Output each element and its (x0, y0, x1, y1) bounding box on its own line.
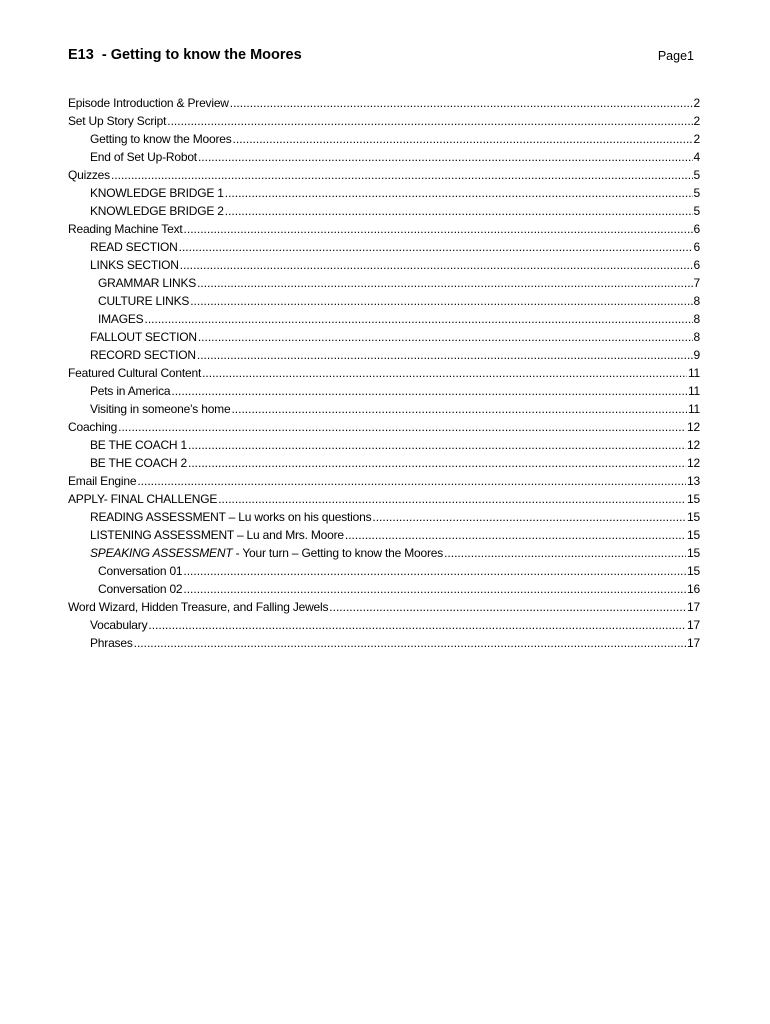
toc-page-number: 12 (687, 420, 700, 434)
toc-entry-title-text: Visiting in someone’s home (90, 402, 231, 416)
toc-entry-title (68, 364, 201, 382)
toc-dot-leader (190, 292, 692, 310)
toc-entry-title (90, 184, 224, 202)
toc-entry[interactable] (68, 418, 700, 436)
page-header (68, 47, 694, 67)
toc-entry-title (90, 508, 371, 526)
toc-dot-leader (188, 454, 686, 472)
toc-page-number: 8 (693, 330, 700, 344)
toc-entry-title-text: RECORD SECTION (90, 348, 196, 362)
toc-dot-leader (225, 202, 693, 220)
toc-entry-title (68, 94, 229, 112)
toc-page-number: 15 (687, 564, 700, 578)
toc-dot-leader (233, 130, 693, 148)
toc-dot-leader (144, 310, 692, 328)
toc-page-number: 15 (687, 492, 700, 506)
toc-entry[interactable] (68, 490, 700, 508)
toc-entry[interactable] (68, 274, 700, 292)
toc-entry-title-text: Conversation 01 (98, 564, 183, 578)
toc-entry-title-text: LISTENING ASSESSMENT – Lu and Mrs. Moore (90, 528, 344, 542)
toc-entry[interactable] (68, 310, 700, 328)
toc-page-number: 8 (693, 294, 700, 308)
toc-dot-leader (198, 328, 693, 346)
toc-entry-title-text: Pets in America (90, 384, 171, 398)
toc-entry-title (90, 202, 224, 220)
toc-entry-title (68, 490, 217, 508)
toc-page-number: 5 (693, 204, 700, 218)
toc-entry-title (90, 436, 187, 454)
toc-entry-title (90, 238, 178, 256)
toc-entry[interactable] (68, 256, 700, 274)
toc-page-number: 6 (693, 222, 700, 236)
toc-entry-title-text: APPLY- FINAL CHALLENGE (68, 492, 218, 506)
toc-dot-leader (111, 166, 693, 184)
toc-entry-title-text: FALLOUT SECTION (90, 330, 197, 344)
toc-entry-title-text: KNOWLEDGE BRIDGE 1 (90, 186, 224, 200)
toc-entry-title (90, 148, 197, 166)
toc-page-number: 17 (687, 636, 700, 650)
toc-entry[interactable] (68, 598, 700, 616)
toc-dot-leader (180, 256, 693, 274)
toc-entry[interactable] (68, 526, 700, 544)
toc-entry-title-text: Email Engine (68, 474, 137, 488)
toc-entry-title-text: BE THE COACH 1 (90, 438, 188, 452)
toc-dot-leader (148, 616, 686, 634)
toc-dot-leader (197, 274, 692, 292)
document-title: E13 - Getting to know the Moores (68, 47, 302, 63)
toc-page-number: 7 (693, 276, 700, 290)
toc-dot-leader (329, 598, 686, 616)
toc-page-number: 4 (693, 150, 700, 164)
toc-entry-title (90, 400, 230, 418)
toc-entry-title-text: Quizzes (68, 168, 110, 182)
toc-page-number: 13 (687, 474, 700, 488)
toc-dot-leader (171, 382, 687, 400)
toc-page-number: 6 (693, 240, 700, 254)
toc-entry-title-text: End of Set Up-Robot (90, 150, 197, 164)
toc-entry-title-text: READING ASSESSMENT – Lu works on his questions (90, 510, 372, 524)
toc-dot-leader (179, 238, 693, 256)
toc-entry[interactable] (68, 508, 700, 526)
toc-page-number: 15 (687, 528, 700, 542)
toc-entry-title-text: Vocabulary (90, 618, 148, 632)
toc-entry[interactable] (68, 616, 700, 634)
toc-page-number: 5 (693, 186, 700, 200)
page-number-label: Page1 (657, 49, 694, 63)
toc-dot-leader (184, 220, 693, 238)
toc-entry[interactable] (68, 544, 700, 562)
table-of-contents (68, 94, 700, 652)
toc-entry-title (68, 220, 183, 238)
toc-page-number: 5 (693, 168, 700, 182)
toc-entry-title-text: Set Up Story Script (68, 114, 167, 128)
toc-entry-title (90, 346, 196, 364)
toc-dot-leader (230, 94, 693, 112)
toc-dot-leader (197, 346, 693, 364)
toc-entry-title-text: Episode Introduction & Preview (68, 96, 229, 110)
toc-dot-leader (183, 580, 686, 598)
toc-entry[interactable] (68, 328, 700, 346)
toc-entry-title-text: BE THE COACH 2 (90, 456, 188, 470)
toc-entry-title (90, 544, 443, 562)
toc-entry[interactable] (68, 634, 700, 652)
toc-page-number: 9 (693, 348, 700, 362)
toc-entry-title (68, 418, 117, 436)
toc-page-number: 15 (687, 546, 700, 560)
toc-entry-title (98, 292, 189, 310)
toc-entry[interactable] (68, 382, 700, 400)
toc-entry[interactable] (68, 562, 700, 580)
toc-entry-title-text: GRAMMAR LINKS (98, 276, 197, 290)
toc-entry-title (90, 382, 170, 400)
toc-dot-leader (134, 634, 686, 652)
toc-entry-title-text: Coaching (68, 420, 118, 434)
toc-page-number: 16 (687, 582, 700, 596)
toc-dot-leader (225, 184, 693, 202)
toc-entry[interactable] (68, 472, 700, 490)
toc-entry-title (98, 562, 182, 580)
toc-page-number: 11 (687, 366, 700, 380)
toc-entry-title-text: Phrases (90, 636, 133, 650)
toc-dot-leader (345, 526, 686, 544)
toc-entry-title (90, 130, 232, 148)
toc-entry-title-text: Word Wizard, Hidden Treasure, and Falling Jewels (68, 600, 329, 614)
toc-entry[interactable] (68, 454, 700, 472)
toc-entry-title (68, 472, 136, 490)
toc-page-number: 17 (687, 618, 700, 632)
toc-entry-title (68, 166, 110, 184)
toc-page-number: 12 (687, 456, 700, 470)
toc-entry-title-italic: SPEAKING ASSESSMENT (90, 546, 233, 560)
toc-entry-title-text: Conversation 02 (98, 582, 183, 596)
toc-entry[interactable] (68, 202, 700, 220)
toc-page-number: 11 (687, 384, 700, 398)
toc-entry-title (98, 580, 182, 598)
toc-entry[interactable] (68, 112, 700, 130)
toc-entry[interactable] (68, 166, 700, 184)
toc-dot-leader (202, 364, 687, 382)
toc-entry-title-text: Reading Machine Text (68, 222, 183, 236)
toc-entry-title-text: IMAGES (98, 312, 144, 326)
toc-entry-title-text: LINKS SECTION (90, 258, 179, 272)
toc-dot-leader (231, 400, 686, 418)
toc-entry[interactable] (68, 238, 700, 256)
toc-entry-title (68, 598, 328, 616)
toc-entry[interactable] (68, 346, 700, 364)
toc-entry-title-text: Getting to know the Moores (90, 132, 232, 146)
toc-entry-title-text: KNOWLEDGE BRIDGE 2 (90, 204, 224, 218)
toc-entry[interactable] (68, 292, 700, 310)
toc-entry[interactable] (68, 364, 700, 382)
toc-page-number: 6 (693, 258, 700, 272)
toc-entry-title (90, 328, 197, 346)
toc-entry-title-text: - Your turn – Getting to know the Moores (232, 546, 444, 560)
toc-entry-title-text: Featured Cultural Content (68, 366, 202, 380)
toc-entry[interactable] (68, 436, 700, 454)
toc-dot-leader (372, 508, 686, 526)
toc-page-number: 2 (693, 114, 700, 128)
toc-page-number: 12 (687, 438, 700, 452)
toc-entry-title (98, 274, 196, 292)
toc-entry[interactable] (68, 220, 700, 238)
toc-dot-leader (218, 490, 686, 508)
toc-dot-leader (444, 544, 686, 562)
toc-dot-leader (188, 436, 686, 454)
toc-entry[interactable] (68, 94, 700, 112)
toc-dot-leader (137, 472, 686, 490)
toc-page-number: 8 (693, 312, 700, 326)
toc-page-number: 15 (687, 510, 700, 524)
toc-entry[interactable] (68, 580, 700, 598)
toc-entry-title (68, 112, 166, 130)
toc-dot-leader (167, 112, 692, 130)
toc-entry-title (90, 526, 344, 544)
toc-page-number: 17 (687, 600, 700, 614)
toc-entry-title (98, 310, 143, 328)
toc-dot-leader (118, 418, 686, 436)
toc-entry-title-text: READ SECTION (90, 240, 178, 254)
toc-entry-title-text: CULTURE LINKS (98, 294, 190, 308)
toc-page-number: 2 (693, 96, 700, 110)
toc-entry[interactable] (68, 184, 700, 202)
toc-dot-leader (198, 148, 693, 166)
toc-entry[interactable] (68, 400, 700, 418)
toc-entry-title (90, 256, 179, 274)
toc-page-number: 2 (693, 132, 700, 146)
toc-page-number: 11 (687, 402, 700, 416)
toc-entry[interactable] (68, 148, 700, 166)
toc-entry-title (90, 454, 187, 472)
toc-entry[interactable] (68, 130, 700, 148)
toc-entry-title (90, 616, 147, 634)
toc-entry-title (90, 634, 133, 652)
toc-dot-leader (183, 562, 686, 580)
